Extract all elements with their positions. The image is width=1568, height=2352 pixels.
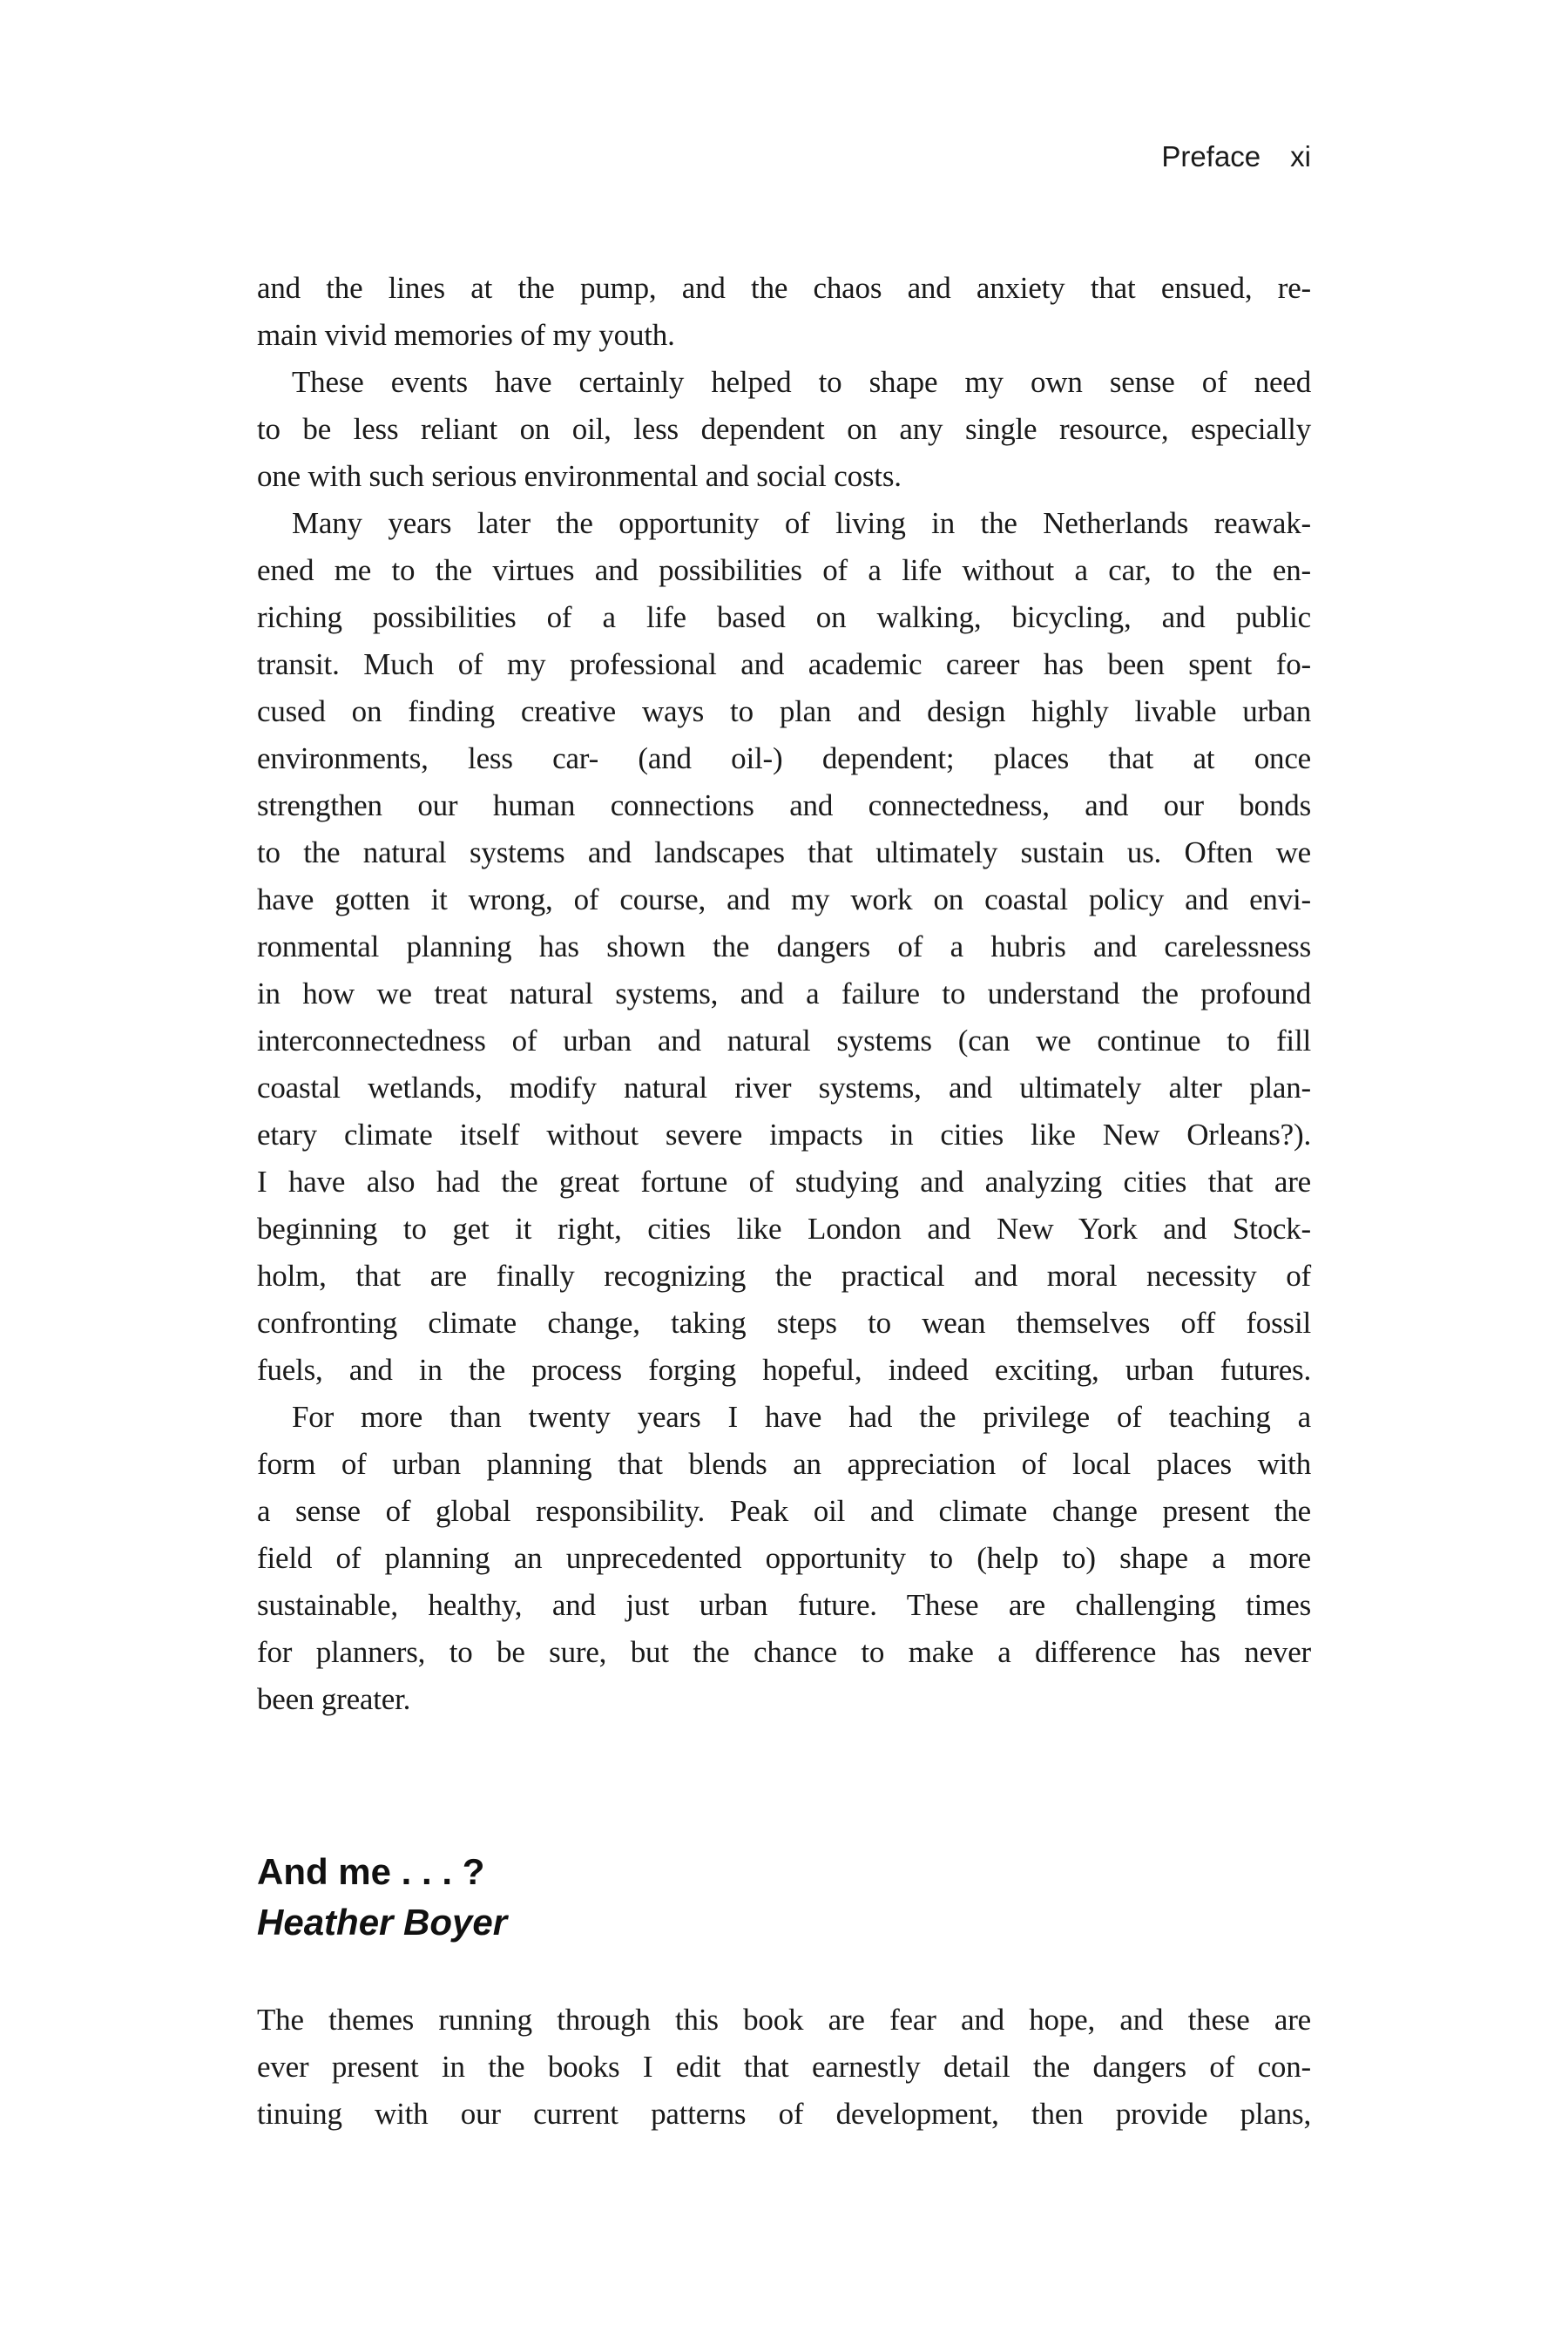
- page-number: xi: [1290, 140, 1311, 172]
- section-body: [257, 1997, 1311, 2138]
- text-line: confronting climate change, taking steps to wean themselves off fossil: [257, 1306, 1311, 1340]
- text-line: to be less reliant on oil, less dependent on any single resource, especially: [257, 412, 1311, 446]
- text-line: form of urban planning that blends an appreciation of local places with: [257, 1447, 1311, 1481]
- text-column: [257, 0, 1311, 2138]
- section-author: Heather Boyer: [257, 1902, 508, 1943]
- text-line: These events have certainly helped to shape my own sense of need: [292, 365, 1311, 399]
- text-line: in how we treat natural systems, and a failure to understand the profound: [257, 977, 1311, 1010]
- text-line: ronmental planning has shown the dangers of a hubris and carelessness: [257, 929, 1311, 963]
- paragraph: [257, 1997, 1311, 2138]
- text-line: and the lines at the pump, and the chaos and anxiety that ensued, re-: [257, 271, 1311, 305]
- text-line: etary climate itself without severe impacts in cities like New Orleans?).: [257, 1118, 1311, 1152]
- running-header: [257, 141, 1311, 172]
- text-line: interconnectedness of urban and natural systems (can we continue to fill: [257, 1024, 1311, 1058]
- paragraph: [257, 359, 1311, 500]
- text-line: main vivid memories of my youth.: [257, 318, 675, 352]
- text-line: For more than twenty years I have had the privilege of teaching a: [292, 1400, 1311, 1434]
- text-line: strengthen our human connections and connectedness, and our bonds: [257, 788, 1311, 822]
- text-line: transit. Much of my professional and academic career has been spent fo-: [257, 647, 1311, 681]
- text-line: riching possibilities of a life based on walking, bicycling, and public: [257, 600, 1311, 634]
- text-line: beginning to get it right, cities like London and New York and Stock-: [257, 1212, 1311, 1246]
- text-line: fuels, and in the process forging hopeful, indeed exciting, urban futures.: [257, 1353, 1311, 1387]
- text-line: holm, that are finally recognizing the practical and moral necessity of: [257, 1259, 1311, 1293]
- text-line: field of planning an unprecedented opportunity to (help to) shape a more: [257, 1541, 1311, 1575]
- text-line: coastal wetlands, modify natural river systems, and ultimately alter plan-: [257, 1071, 1311, 1105]
- paragraph: [257, 500, 1311, 1394]
- text-line: for planners, to be sure, but the chance to make a difference has never: [257, 1635, 1311, 1669]
- text-line: tinuing with our current patterns of development, then provide plans,: [257, 2097, 1311, 2131]
- text-line: cused on finding creative ways to plan and design highly livable urban: [257, 694, 1311, 728]
- text-line: ever present in the books I edit that earnestly detail the dangers of con-: [257, 2050, 1311, 2084]
- text-line: I have also had the great fortune of studying and analyzing cities that are: [257, 1165, 1311, 1199]
- text-line: Many years later the opportunity of living in the Netherlands reawak-: [292, 506, 1311, 540]
- running-head-title: Preface: [1161, 140, 1261, 172]
- text-line: sustainable, healthy, and just urban future. These are challenging times: [257, 1588, 1311, 1622]
- text-line: a sense of global responsibility. Peak oil and climate change present the: [257, 1494, 1311, 1528]
- text-line: The themes running through this book are fear and hope, and these are: [257, 2003, 1311, 2037]
- paragraph: [257, 1394, 1311, 1723]
- text-line: have gotten it wrong, of course, and my work on coastal policy and envi-: [257, 882, 1311, 916]
- text-line: environments, less car- (and oil-) dependent; places that at once: [257, 741, 1311, 775]
- text-line: ened me to the virtues and possibilities of a life without a car, to the en-: [257, 553, 1311, 587]
- text-line: been greater.: [257, 1682, 411, 1716]
- preface-body: [257, 265, 1311, 1723]
- section-title: And me . . . ?: [257, 1851, 485, 1892]
- text-line: one with such serious environmental and social costs.: [257, 459, 902, 493]
- text-line: to the natural systems and landscapes that ultimately sustain us. Often we: [257, 835, 1311, 869]
- paragraph: [257, 265, 1311, 359]
